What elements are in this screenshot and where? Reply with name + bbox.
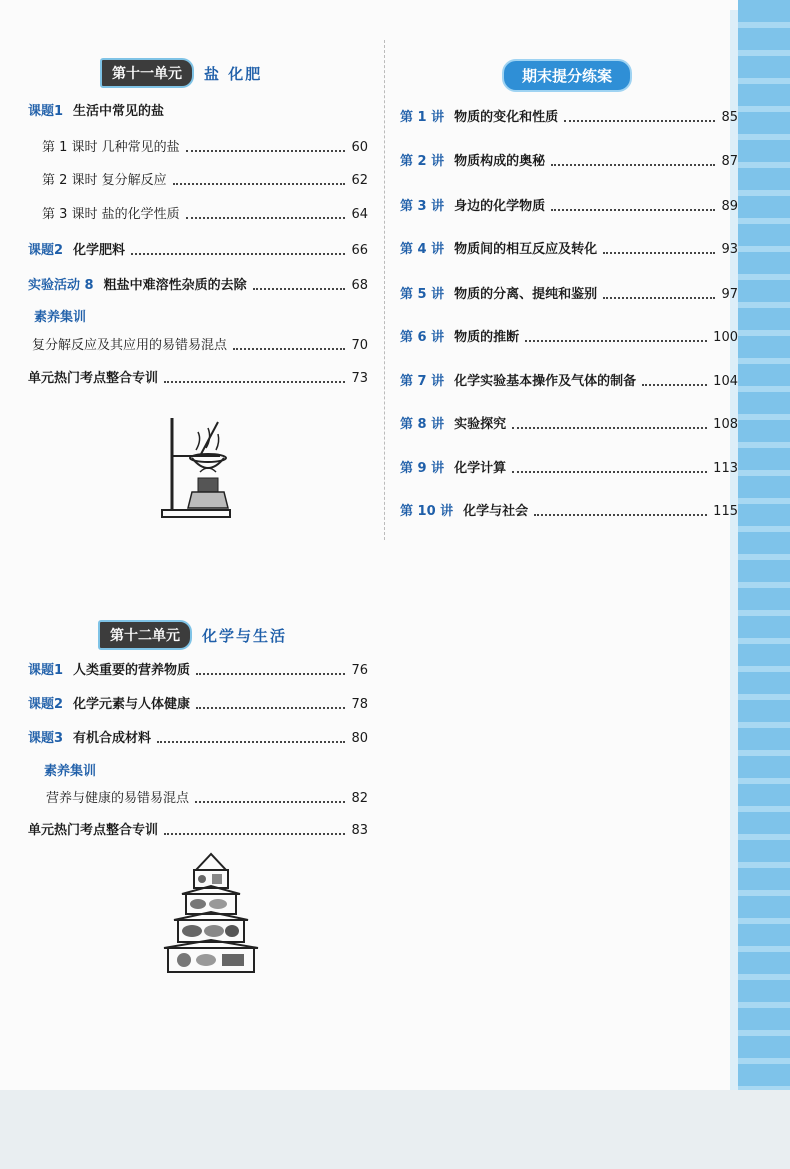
toc-entry[interactable] [28, 274, 368, 293]
entry-label: 第 3 讲 [400, 199, 445, 214]
entry-text: 化学实验基本操作及气体的制备 [454, 374, 637, 389]
entry-label: 课题2 [28, 243, 64, 258]
lab-burner-illustration [156, 412, 236, 520]
entry-label: 课题1 [28, 663, 64, 678]
section-label: 素养集训 [34, 310, 87, 325]
entry-page: 104 [713, 374, 738, 389]
entry-page: 113 [713, 461, 738, 476]
toc-entry[interactable] [400, 500, 738, 519]
leader-dots [534, 514, 707, 516]
entry-text: 物质的分离、提纯和鉴别 [454, 287, 598, 302]
unit11-tag: 第十一单元 [100, 58, 194, 88]
entry-page: 115 [713, 504, 738, 519]
entry-page: 62 [351, 173, 368, 188]
entry-label: 第 9 讲 [400, 461, 445, 476]
entry-text: 物质构成的奥秘 [454, 154, 546, 169]
entry-text: 化学肥料 [73, 243, 126, 258]
leader-dots [253, 288, 346, 290]
entry-page: 73 [351, 371, 368, 386]
entry-label: 第 6 讲 [400, 330, 445, 345]
leader-dots [512, 427, 707, 429]
entry-label: 课题1 [28, 104, 64, 119]
entry-text: 化学计算 [454, 461, 507, 476]
toc-entry[interactable] [28, 659, 368, 678]
entry-text: 物质的变化和性质 [454, 110, 559, 125]
leader-dots [551, 164, 715, 166]
leader-dots [603, 252, 715, 254]
entry-text: 物质间的相互反应及转化 [454, 242, 598, 257]
entry-page: 60 [351, 140, 368, 155]
toc-entry[interactable] [400, 326, 738, 345]
entry-page: 100 [713, 330, 738, 345]
toc-entry[interactable] [28, 727, 368, 746]
leader-dots [233, 348, 345, 350]
leader-dots [173, 183, 346, 185]
toc-entry[interactable] [400, 195, 738, 214]
food-pagoda-illustration [156, 850, 266, 976]
entry-label: 第 10 讲 [400, 504, 454, 519]
leader-dots [186, 217, 346, 219]
final-review-tag: 期末提分练案 [502, 59, 632, 92]
entry-page: 66 [351, 243, 368, 258]
leader-dots [196, 673, 345, 675]
entry-text: 第 2 课时 复分解反应 [42, 173, 167, 188]
leader-dots [642, 384, 707, 386]
toc-entry[interactable] [32, 334, 368, 353]
entry-label: 课题3 [28, 731, 64, 746]
leader-dots [164, 833, 345, 835]
toc-entry[interactable] [400, 413, 738, 432]
entry-page: 82 [351, 791, 368, 806]
toc-entry[interactable] [28, 239, 368, 258]
bottom-band [0, 1090, 790, 1169]
entry-page: 83 [351, 823, 368, 838]
leader-dots [196, 707, 345, 709]
column-divider [384, 40, 385, 540]
entry-page: 97 [721, 287, 738, 302]
page-edge-decoration [738, 0, 790, 1169]
entry-text: 化学元素与人体健康 [73, 697, 191, 712]
entry-text: 化学与社会 [463, 504, 529, 519]
toc-entry[interactable] [400, 457, 738, 476]
unit11-heading [100, 58, 262, 88]
leader-dots [157, 741, 345, 743]
entry-page: 85 [721, 110, 738, 125]
entry-text: 单元热门考点整合专训 [28, 371, 159, 386]
entry-text: 身边的化学物质 [454, 199, 546, 214]
toc-entry[interactable] [400, 283, 738, 302]
entry-page: 76 [351, 663, 368, 678]
toc-entry[interactable] [28, 819, 368, 838]
entry-label: 第 8 讲 [400, 417, 445, 432]
leader-dots [564, 120, 715, 122]
entry-text: 营养与健康的易错易混点 [46, 791, 190, 806]
toc-entry[interactable] [400, 238, 738, 257]
unit12-tag: 第十二单元 [98, 620, 192, 650]
entry-label: 第 5 讲 [400, 287, 445, 302]
entry-text: 有机合成材料 [73, 731, 152, 746]
leader-dots [551, 209, 715, 211]
leader-dots [186, 150, 346, 152]
leader-dots [512, 471, 707, 473]
unit11-title: 盐 化肥 [204, 64, 263, 83]
entry-label: 第 1 讲 [400, 110, 445, 125]
toc-entry[interactable] [400, 150, 738, 169]
entry-text: 单元热门考点整合专训 [28, 823, 159, 838]
entry-page: 93 [721, 242, 738, 257]
entry-page: 80 [351, 731, 368, 746]
toc-entry[interactable] [400, 370, 738, 389]
section-label: 素养集训 [44, 764, 97, 779]
entry-text: 复分解反应及其应用的易错易混点 [32, 338, 228, 353]
entry-text: 物质的推断 [454, 330, 520, 345]
entry-page: 64 [351, 207, 368, 222]
unit12-heading [98, 620, 287, 650]
toc-entry[interactable] [400, 106, 738, 125]
entry-page: 70 [351, 338, 368, 353]
entry-page: 78 [351, 697, 368, 712]
toc-entry[interactable] [42, 203, 368, 222]
leader-dots [164, 381, 345, 383]
leader-dots [131, 253, 345, 255]
toc-entry[interactable] [42, 169, 368, 188]
entry-label: 第 2 讲 [400, 154, 445, 169]
entry-page: 108 [713, 417, 738, 432]
page-edge-shadow [730, 10, 738, 1110]
leader-dots [603, 297, 715, 299]
entry-page: 89 [721, 199, 738, 214]
toc-entry[interactable] [28, 100, 368, 119]
toc-entry[interactable] [42, 136, 368, 155]
entry-text: 人类重要的营养物质 [73, 663, 191, 678]
entry-text: 第 3 课时 盐的化学性质 [42, 207, 180, 222]
entry-text: 实验探究 [454, 417, 507, 432]
leader-dots [525, 340, 707, 342]
unit12-title: 化学与生活 [202, 626, 288, 645]
entry-label: 课题2 [28, 697, 64, 712]
entry-text: 第 1 课时 几种常见的盐 [42, 140, 180, 155]
toc-entry[interactable] [28, 367, 368, 386]
toc-entry[interactable] [28, 693, 368, 712]
entry-page: 68 [351, 278, 368, 293]
entry-label: 实验活动 8 [28, 278, 94, 293]
leader-dots [195, 801, 345, 803]
entry-label: 第 7 讲 [400, 374, 445, 389]
entry-text: 生活中常见的盐 [73, 104, 165, 119]
entry-label: 第 4 讲 [400, 242, 445, 257]
entry-text: 粗盐中难溶性杂质的去除 [103, 278, 247, 293]
toc-entry[interactable] [46, 787, 368, 806]
entry-page: 87 [721, 154, 738, 169]
